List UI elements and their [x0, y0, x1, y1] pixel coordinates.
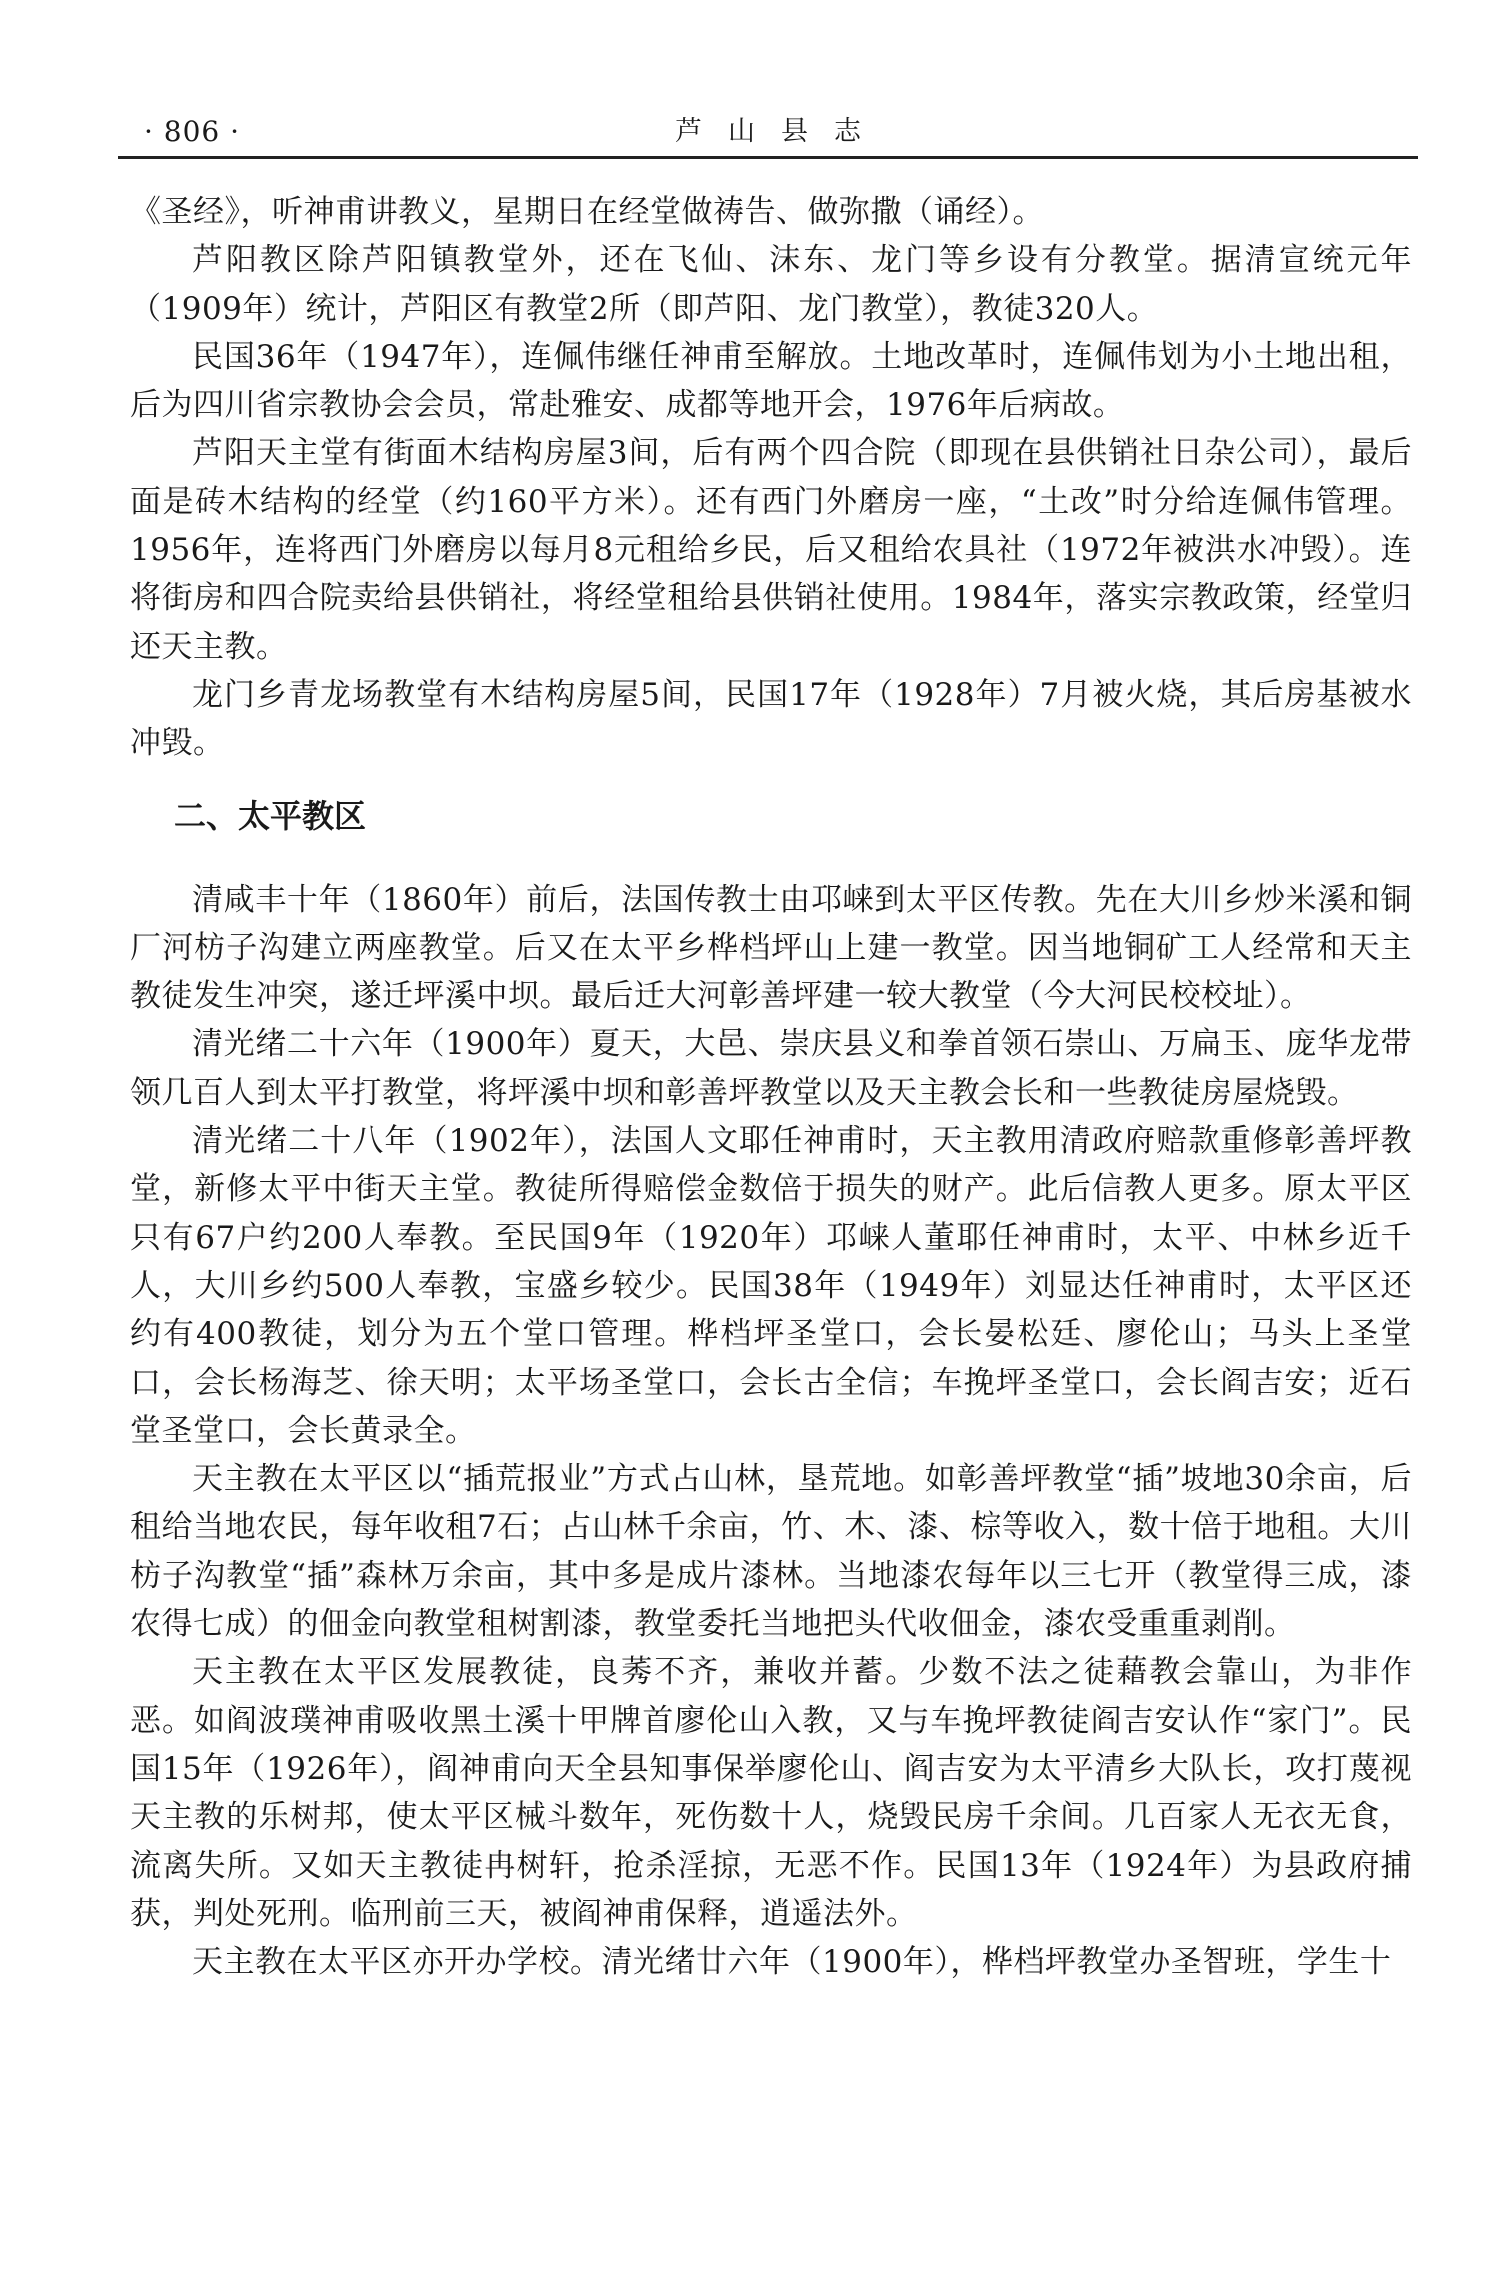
book-title: 芦山县志	[675, 116, 887, 147]
paragraph: 清咸丰十年（1860年）前后，法国传教士由邛崃到太平区传教。先在大川乡炒米溪和铜厂河枋子沟建立两座教堂。后又在太平乡桦档坪山上建一教堂。因当地铜矿工人经常和天主教徒发生冲突，遂迁坪溪中坝。最后迁大河彰善坪建一较大教堂（今大河民校校址）。	[130, 881, 1412, 1015]
paragraph: 芦阳天主堂有街面木结构房屋3间，后有两个四合院（即现在县供销社日杂公司），最后面是砖木结构的经堂（约160平方米）。还有西门外磨房一座，“土改”时分给连佩伟管理。1956年，连将西门外磨房以每月8元租给乡民，后又租给农具社（1972年被洪水冲毁）。连将街房和四合院卖给县供销社，将经堂租给县供销社使用。1984年，落实宗教政策，经堂归还天主教。	[130, 435, 1412, 665]
paragraph: 龙门乡青龙场教堂有木结构房屋5间，民国17年（1928年）7月被火烧，其后房基被水冲毁。	[130, 676, 1412, 762]
section-heading: 二、太平教区	[174, 796, 367, 835]
page-number: · 806 ·	[144, 115, 241, 148]
page-header	[118, 112, 1418, 152]
page-body	[130, 188, 1412, 1986]
paragraph: 民国36年（1947年），连佩伟继任神甫至解放。土地改革时，连佩伟划为小土地出租，后为四川省宗教协会会员，常赴雅安、成都等地开会，1976年后病故。	[130, 338, 1412, 424]
paragraph: 《圣经》，听神甫讲教义，星期日在经堂做祷告、做弥撒（诵经）。	[130, 194, 1044, 230]
paragraph: 清光绪二十八年（1902年），法国人文耶任神甫时，天主教用清政府赔款重修彰善坪教堂，新修太平中街天主堂。教徒所得赔偿金数倍于损失的财产。此后信教人更多。原太平区只有67户约200人奉教。至民国9年（1920年）邛崃人董耶任神甫时，太平、中林乡近千人，大川乡约500人奉教，宝盛乡较少。民国38年（1949年）刘显达任神甫时，太平区还约有400教徒，划分为五个堂口管理。桦档坪圣堂口，会长晏松廷、廖伦山；马头上圣堂口，会长杨海芝、徐天明；太平场圣堂口，会长古全信；车挽坪圣堂口，会长阎吉安；近石堂圣堂口，会长黄录全。	[130, 1123, 1412, 1449]
paragraph: 天主教在太平区以“插荒报业”方式占山林，垦荒地。如彰善坪教堂“插”坡地30余亩，后租给当地农民，每年收租7石；占山林千余亩，竹、木、漆、棕等收入，数十倍于地租。大川枋子沟教堂“插”森林万余亩，其中多是成片漆林。当地漆农每年以三七开（教堂得三成，漆农得七成）的佃金向教堂租树割漆，教堂委托当地把头代收佃金，漆农受重重剥削。	[130, 1461, 1412, 1643]
paragraph: 芦阳教区除芦阳镇教堂外，还在飞仙、沫东、龙门等乡设有分教堂。据清宣统元年（1909年）统计，芦阳区有教堂2所（即芦阳、龙门教堂），教徒320人。	[130, 242, 1412, 327]
paragraph: 天主教在太平区亦开办学校。清光绪廿六年（1900年），桦档坪教堂办圣智班，学生十	[192, 1944, 1392, 1981]
header-rule	[118, 156, 1418, 159]
paragraph: 天主教在太平区发展教徒，良莠不齐，兼收并蓄。少数不法之徒藉教会靠山，为非作恶。如阎波璞神甫吸收黑土溪十甲牌首廖伦山入教，又与车挽坪教徒阎吉安认作“家门”。民国15年（1926年），阎神甫向天全县知事保举廖伦山、阎吉安为太平清乡大队长，攻打蔑视天主教的乐树邦，使太平区械斗数年，死伤数十人，烧毁民房千余间。几百家人无衣无食，流离失所。又如天主教徒冉树轩，抢杀淫掠，无恶不作。民国13年（1924年）为县政府捕获，判处死刑。临刑前三天，被阎神甫保释，逍遥法外。	[130, 1654, 1412, 1932]
paragraph: 清光绪二十六年（1900年）夏天，大邑、崇庆县义和拳首领石崇山、万扁玉、庞华龙带领几百人到太平打教堂，将坪溪中坝和彰善坪教堂以及天主教会长和一些教徒房屋烧毁。	[130, 1026, 1412, 1111]
